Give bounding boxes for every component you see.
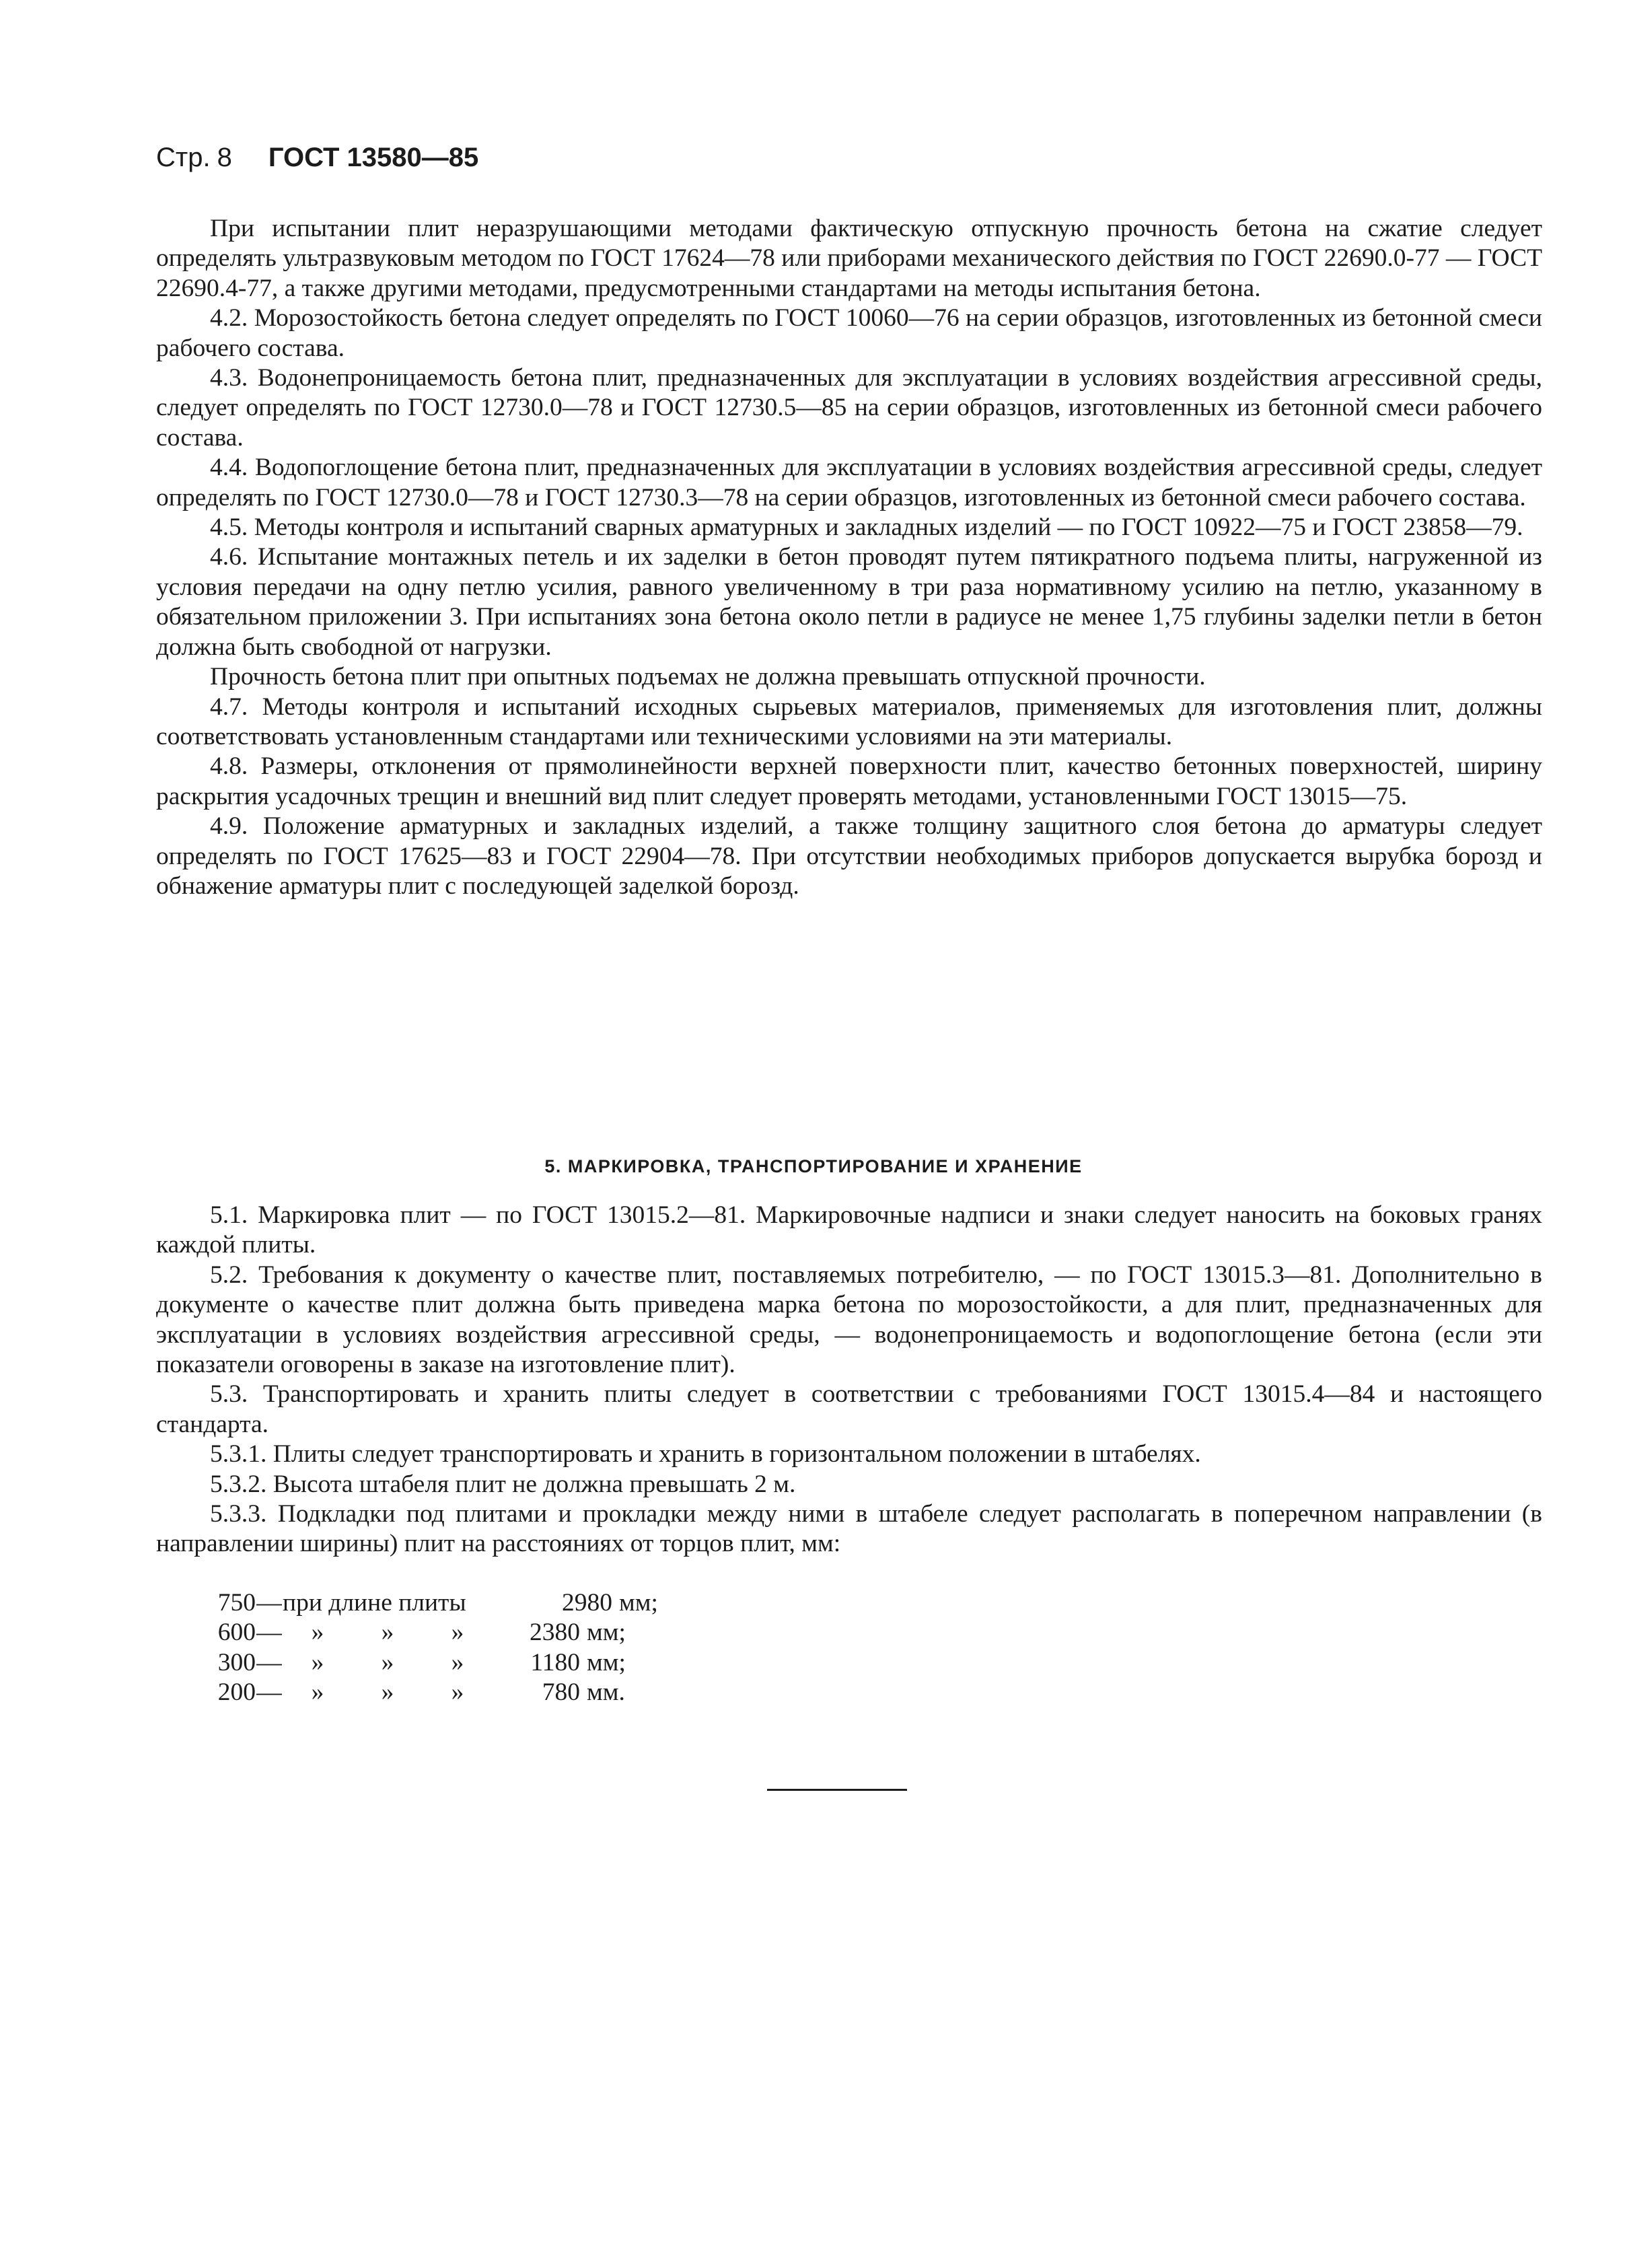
paragraph-4-6: 4.6. Испытание монтажных петель и их заделки в бетон проводят путем пятикратного подъема плиты, нагруженной из условия передачи на одну петлю усилия, равного увеличенному в три раза нормативному усилию на петлю, указанному в обязательном приложении 3. При испытаниях зона бетона около петли в радиусе не менее 1,75 глубины заделки петли в бетон должна быть свободной от нагрузки. — [156, 543, 1542, 661]
length-condition: при длине плиты — [283, 1589, 466, 1617]
paragraph-4-3: 4.3. Водонепроницаемость бетона плит, предназначенных для эксплуатации в условиях воздействия агрессивной среды, следует определять по ГОСТ 12730.0—78 и ГОСТ 12730.5—85 на серии образцов, изготовленных из бетонной смеси рабочего состава. — [156, 364, 1542, 452]
distance-row — [202, 1618, 700, 1647]
page-label: Стр. — [156, 143, 211, 172]
dash: — — [256, 1648, 282, 1676]
plate-length: 780 — [542, 1678, 580, 1707]
dash: — — [256, 1619, 282, 1647]
plate-length: 1180 — [530, 1648, 580, 1676]
paragraph-5-1: 5.1. Маркировка плит — по ГОСТ 13015.2—81. Маркировочные надписи и знаки следует наносить на боковых гранях каждой плиты. — [156, 1201, 1542, 1259]
plate-length: 2380 — [530, 1619, 580, 1647]
ditto-mark: » — [311, 1619, 324, 1647]
section-5-title: 5. МАРКИРОВКА, ТРАНСПОРТИРОВАНИЕ И ХРАНЕНИЕ — [544, 1156, 1083, 1176]
unit: мм; — [619, 1589, 658, 1617]
paragraph-5-3-1: 5.3.1. Плиты следует транспортировать и хранить в горизонтальном положении в штабелях. — [210, 1440, 1201, 1468]
paragraph-5-3-3: 5.3.3. Подкладки под плитами и прокладки между ними в штабеле следует располагать в поперечном направлении (в направлении ширины) плит на расстояниях от торцов плит, мм: — [156, 1500, 1542, 1558]
distance-row — [202, 1588, 700, 1618]
paragraph-4-8: 4.8. Размеры, отклонения от прямолинейности верхней поверхности плит, качество бетонных поверхностей, ширину раскрытия усадочных трещин и внешний вид плит следует проверять методами, установленными ГОСТ 13015—75. — [156, 752, 1542, 810]
paragraph-5-3: 5.3. Транспортировать и хранить плиты следует в соответствии с требованиями ГОСТ 13015.4—84 и настоящего стандарта. — [156, 1380, 1542, 1438]
plate-length: 2980 — [562, 1589, 612, 1617]
ditto-mark: » — [451, 1619, 464, 1647]
ditto-mark: » — [311, 1678, 324, 1707]
unit: мм. — [587, 1678, 625, 1707]
document-code: ГОСТ 13580—85 — [268, 143, 479, 172]
support-distance-list — [202, 1588, 700, 1708]
section-5-body — [156, 1201, 1542, 1559]
ditto-mark: » — [381, 1678, 394, 1707]
distance-row — [202, 1678, 700, 1707]
ditto-mark: » — [451, 1648, 464, 1676]
dash: — — [256, 1678, 282, 1707]
page-header — [156, 143, 478, 173]
paragraph-4-5: 4.5. Методы контроля и испытаний сварных арматурных и закладных изделий — по ГОСТ 10922—75 и ГОСТ 23858—79. — [210, 513, 1523, 542]
dash: — — [256, 1589, 282, 1617]
paragraph-4-9: 4.9. Положение арматурных и закладных изделий, а также толщину защитного слоя бетона до арматуры следует определять по ГОСТ 17625—83 и ГОСТ 22904—78. При отсутствии необходимых приборов допускается вырубка борозд и обнажение арматуры плит с последующей заделкой борозд. — [156, 812, 1542, 900]
page-number: 8 — [217, 143, 232, 172]
paragraph-5-3-2: 5.3.2. Высота штабеля плит не должна превышать 2 м. — [210, 1470, 796, 1498]
distance-value: 200 — [217, 1678, 256, 1707]
paragraph-4-1-cont: При испытании плит неразрушающими методами фактическую отпускную прочность бетона на сжатие следует определять ультразвуковым методом по ГОСТ 17624—78 или приборами механического действия по ГОСТ 22690.0-77 — ГОСТ 22690.4-77, а также другими методами, предусмотренными стандартами на методы испытания бетона. — [156, 215, 1542, 302]
paragraph-4-6-note: Прочность бетона плит при опытных подъемах не должна превышать отпускной прочности. — [210, 663, 1206, 691]
paragraph-4-2: 4.2. Морозостойкость бетона следует определять по ГОСТ 10060—76 на серии образцов, изготовленных из бетонной смеси рабочего состава. — [156, 304, 1542, 362]
distance-value: 300 — [217, 1648, 256, 1676]
section-4-continuation — [156, 214, 1542, 901]
ditto-mark: » — [311, 1648, 324, 1676]
distance-value: 600 — [217, 1619, 256, 1647]
unit: мм; — [587, 1648, 626, 1676]
unit: мм; — [587, 1619, 626, 1647]
paragraph-5-2: 5.2. Требования к документу о качестве плит, поставляемых потребителю, — по ГОСТ 13015.3—81. Дополнительно в документе о качестве плит должна быть приведена марка бетона по морозостойкости, а для плит, предназначенных для эксплуатации в условиях воздействия агрессивной среды, — водонепроницаемость и водопоглощение бетона (если эти показатели оговорены в заказе на изготовление плит). — [156, 1261, 1542, 1379]
ditto-mark: » — [381, 1619, 394, 1647]
paragraph-4-4: 4.4. Водопоглощение бетона плит, предназначенных для эксплуатации в условиях воздействия агрессивной среды, следует определять по ГОСТ 12730.0—78 и ГОСТ 12730.3—78 на серии образцов, изготовленных из бетонной смеси рабочего состава. — [156, 454, 1542, 511]
paragraph-4-7: 4.7. Методы контроля и испытаний исходных сырьевых материалов, применяемых для изготовления плит, должны соответствовать установленным стандартами или техническими условиями на эти материалы. — [156, 693, 1542, 750]
ditto-mark: » — [451, 1678, 464, 1707]
end-rule — [767, 1789, 907, 1791]
distance-value: 750 — [217, 1589, 256, 1617]
ditto-mark: » — [381, 1648, 394, 1676]
distance-row — [202, 1648, 700, 1678]
